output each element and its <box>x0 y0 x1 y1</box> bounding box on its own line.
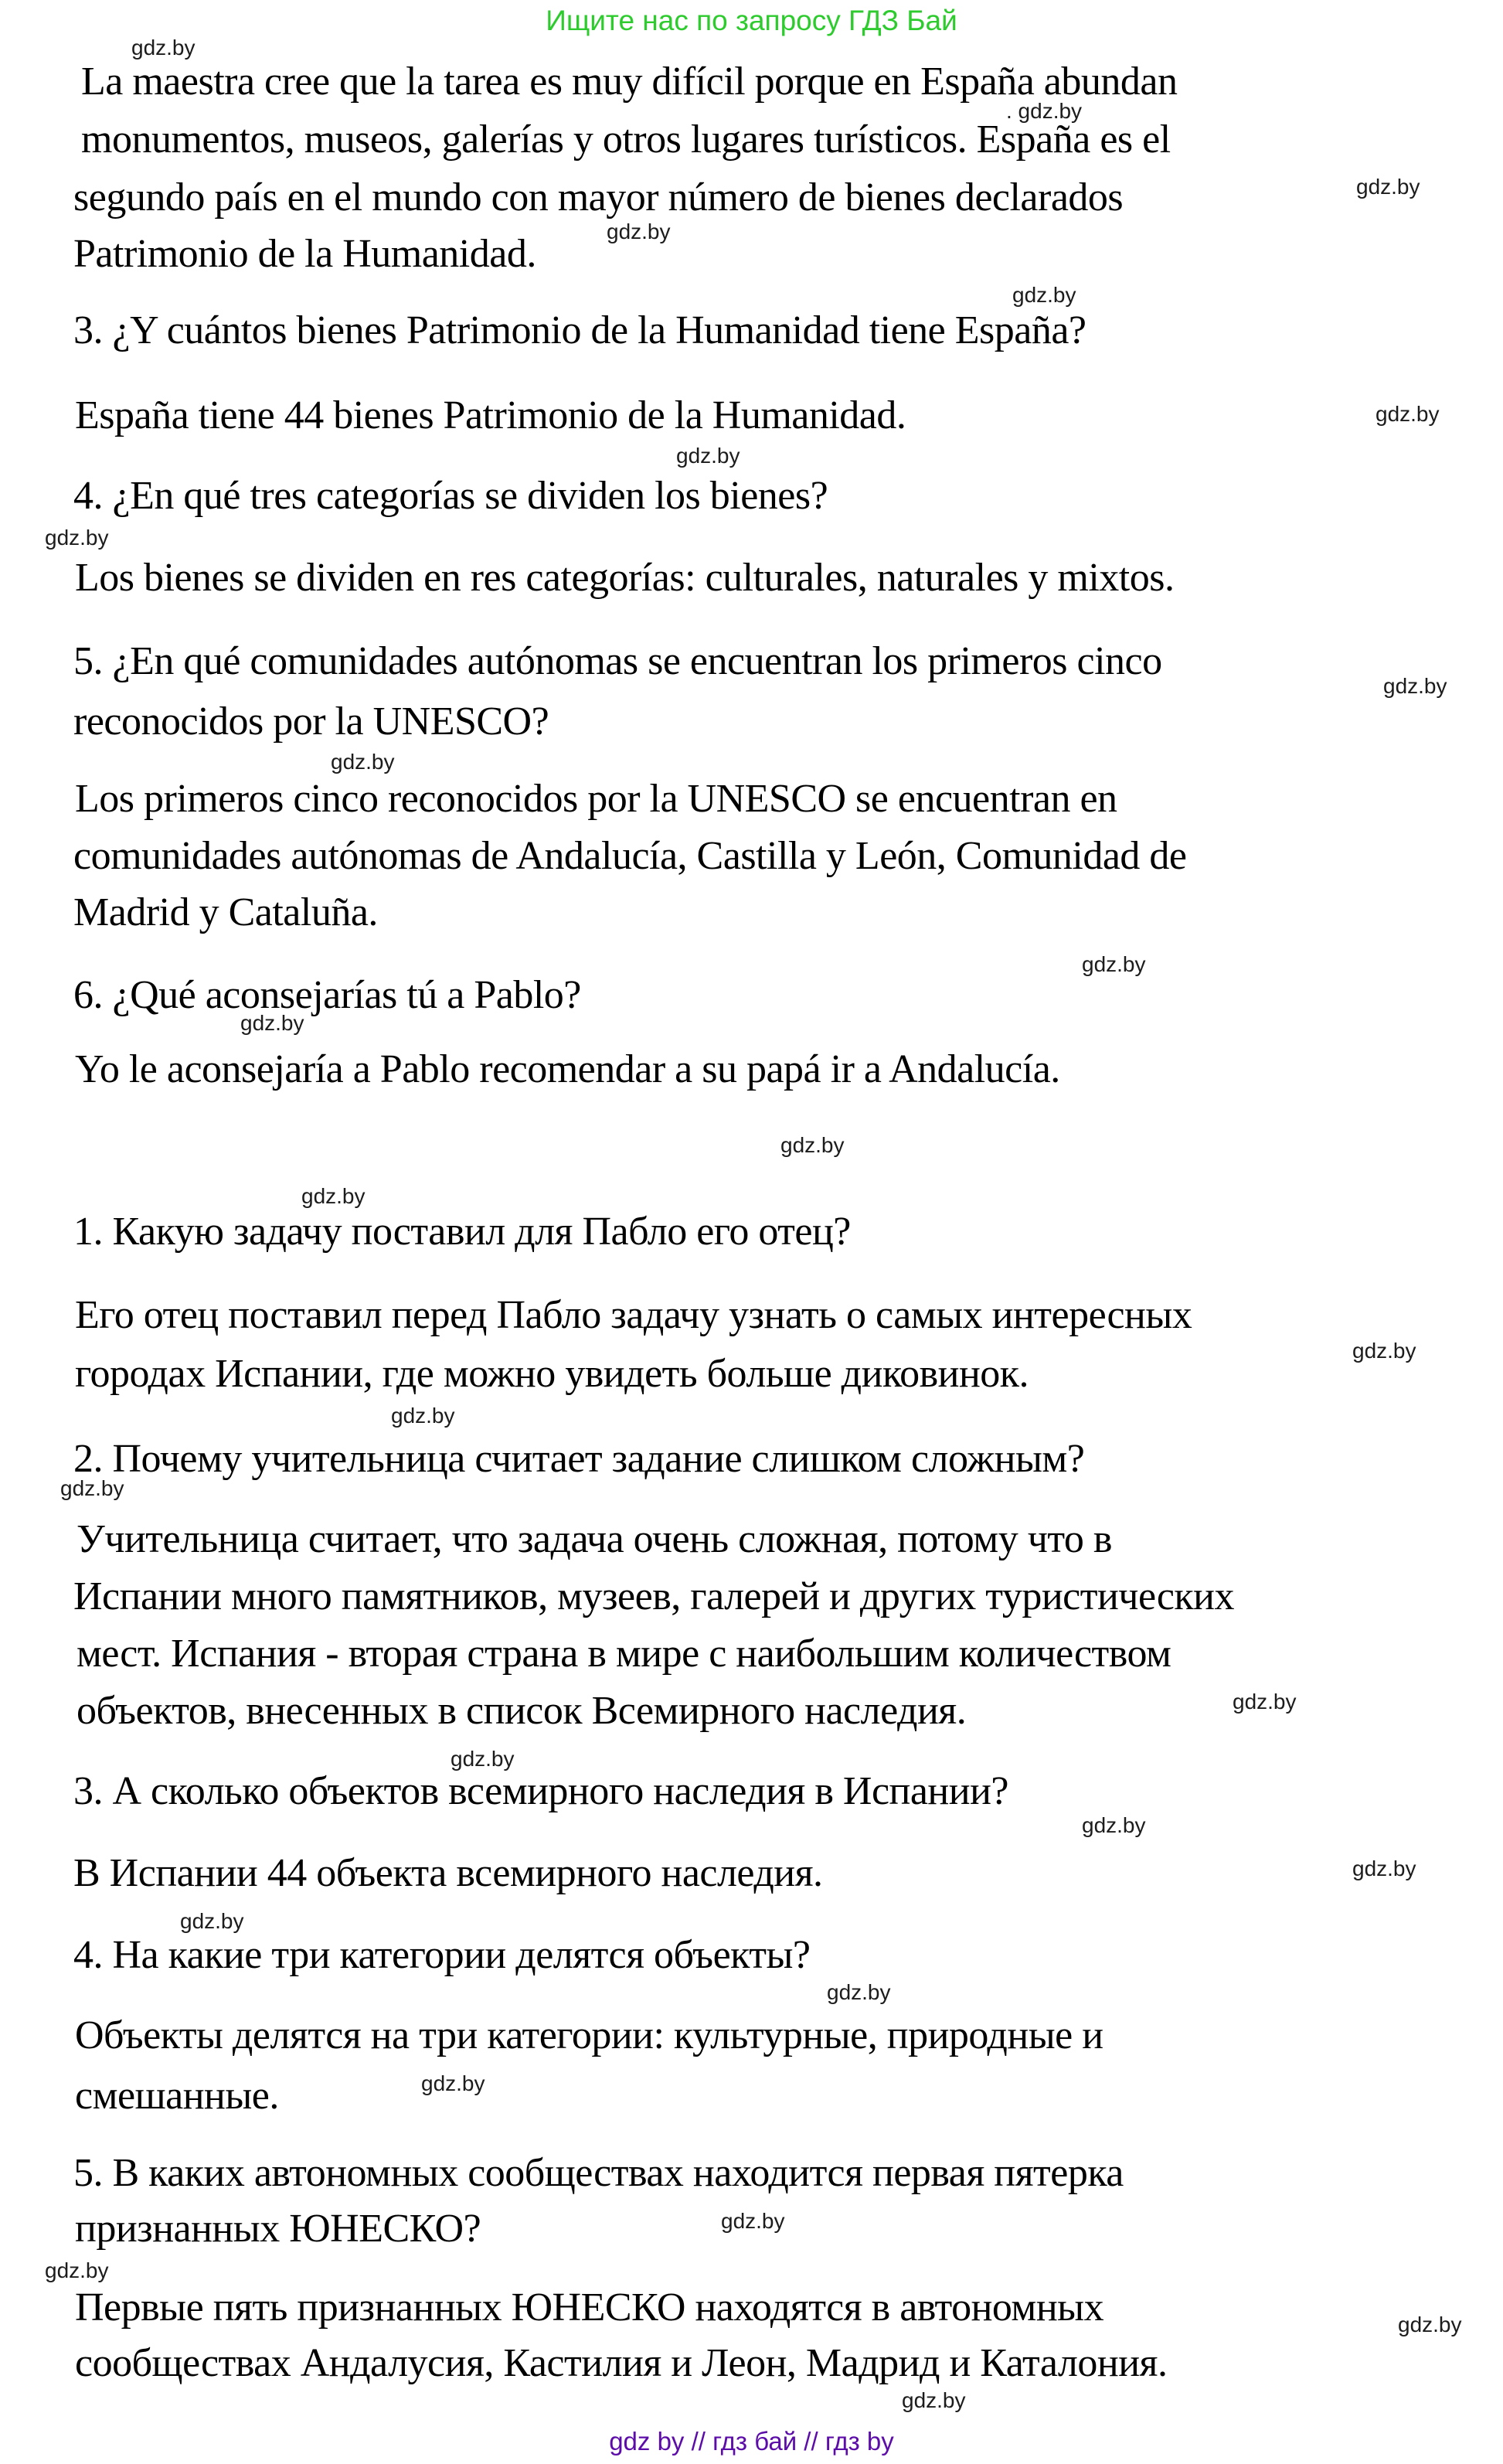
watermark: gdz.by <box>607 220 671 243</box>
es-intro-line-4: Patrimonio de la Humanidad. <box>73 232 536 276</box>
es-question-6: 6. ¿Qué aconsejarías tú a Pablo? <box>73 973 581 1017</box>
watermark: gdz.by <box>421 2071 485 2095</box>
es-intro-line-2: monumentos, museos, galerías y otros lugares turísticos. España es el <box>81 117 1171 162</box>
ru-answer-5-line-1: Первые пять признанных ЮНЕСКО находятся в автономных <box>75 2285 1104 2330</box>
watermark: gdz.by <box>1356 175 1420 199</box>
ru-question-2: 2. Почему учительница считает задание слишком сложным? <box>73 1437 1085 1481</box>
watermark: gdz.by <box>676 444 740 468</box>
watermark: gdz.by <box>331 750 395 774</box>
es-answer-5-line-3: Madrid y Cataluña. <box>73 890 378 934</box>
watermark: gdz.by <box>240 1011 304 1035</box>
ru-answer-2-line-2: Испании много памятников, музеев, галерей и других туристических <box>73 1574 1234 1618</box>
promo-banner: Ищите нас по запросу ГДЗ Бай <box>546 5 957 36</box>
ru-answer-4-line-1: Объекты делятся на три категории: культурные, природные и <box>75 2013 1103 2057</box>
watermark: gdz.by <box>1375 402 1440 426</box>
watermark: gdz.by <box>45 2258 109 2282</box>
es-answer-5-line-2: comunidades autónomas de Andalucía, Castilla y León, Comunidad de <box>73 834 1187 878</box>
watermark: gdz.by <box>1383 674 1447 698</box>
watermark: gdz.by <box>1012 283 1076 307</box>
watermark: gdz.by <box>1352 1857 1416 1880</box>
ru-question-5-line-1: 5. В каких автономных сообществах находится первая пятерка <box>73 2151 1124 2195</box>
watermark: gdz.by <box>827 1980 891 2004</box>
ru-question-5-line-2: признанных ЮНЕСКО? <box>75 2207 481 2251</box>
ru-answer-4-line-2: смешанные. <box>75 2074 279 2118</box>
ru-question-3: 3. А сколько объектов всемирного наследия в Испании? <box>73 1769 1008 1813</box>
es-intro-line-1: La maestra cree que la tarea es muy difícil porque en España abundan <box>81 60 1178 104</box>
watermark: gdz.by <box>451 1747 515 1771</box>
ru-answer-1-line-1: Его отец поставил перед Пабло задачу узнать о самых интересных <box>75 1293 1192 1337</box>
watermark: gdz.by <box>780 1133 845 1157</box>
ru-answer-2-line-4: объектов, внесенных в список Всемирного наследия. <box>77 1689 967 1733</box>
ru-question-4: 4. На какие три категории делятся объекты? <box>73 1933 811 1977</box>
es-question-5-line-2: reconocidos por la UNESCO? <box>73 699 549 744</box>
ru-answer-2-line-1: Учительница считает, что задача очень сложная, потому что в <box>77 1517 1112 1561</box>
es-question-3: 3. ¿Y cuántos bienes Patrimonio de la Humanidad tiene España? <box>73 308 1086 352</box>
ru-answer-3: В Испании 44 объекта всемирного наследия. <box>73 1851 823 1895</box>
watermark: gdz.by <box>1352 1339 1416 1363</box>
es-answer-6: Yo le aconsejaría a Pablo recomendar a su papá ir a Andalucía. <box>75 1047 1060 1091</box>
watermark: gdz.by <box>131 36 196 60</box>
watermark: gdz.by <box>301 1184 366 1208</box>
es-question-4: 4. ¿En qué tres categorías se dividen los bienes? <box>73 474 828 518</box>
ru-question-1: 1. Какую задачу поставил для Пабло его отец? <box>73 1210 851 1254</box>
watermark: gdz.by <box>1233 1690 1297 1714</box>
watermark: gdz.by <box>1082 1813 1146 1837</box>
watermark: gdz.by <box>1398 2313 1462 2336</box>
watermark: gdz.by <box>180 1909 244 1933</box>
watermark: gdz.by <box>1082 952 1146 976</box>
watermark: gdz.by <box>391 1404 455 1428</box>
watermark: gdz.by <box>721 2209 785 2233</box>
es-intro-line-3: segundo país en el mundo con mayor número de bienes declarados <box>73 175 1124 220</box>
watermark: . gdz.by <box>1006 99 1083 123</box>
es-question-5-line-1: 5. ¿En qué comunidades autónomas se encuentran los primeros cinco <box>73 639 1162 683</box>
es-answer-5-line-1: Los primeros cinco reconocidos por la UNESCO se encuentran en <box>75 777 1117 821</box>
watermark: gdz.by <box>902 2388 966 2412</box>
ru-answer-2-line-3: мест. Испания - вторая страна в мире с наибольшим количеством <box>77 1632 1171 1676</box>
es-answer-3: España tiene 44 bienes Patrimonio de la Humanidad. <box>75 393 906 437</box>
watermark: gdz.by <box>45 526 109 550</box>
ru-answer-5-line-2: сообществах Андалусия, Кастилия и Леон, Мадрид и Каталония. <box>75 2341 1168 2385</box>
watermark: gdz.by <box>60 1476 124 1500</box>
es-answer-4: Los bienes se dividen en res categorías: culturales, naturales y mixtos. <box>75 556 1175 600</box>
ru-answer-1-line-2: городах Испании, где можно увидеть больше диковинок. <box>75 1352 1029 1396</box>
footer-site-links: gdz by // гдз бай // гдз by <box>609 2427 894 2455</box>
